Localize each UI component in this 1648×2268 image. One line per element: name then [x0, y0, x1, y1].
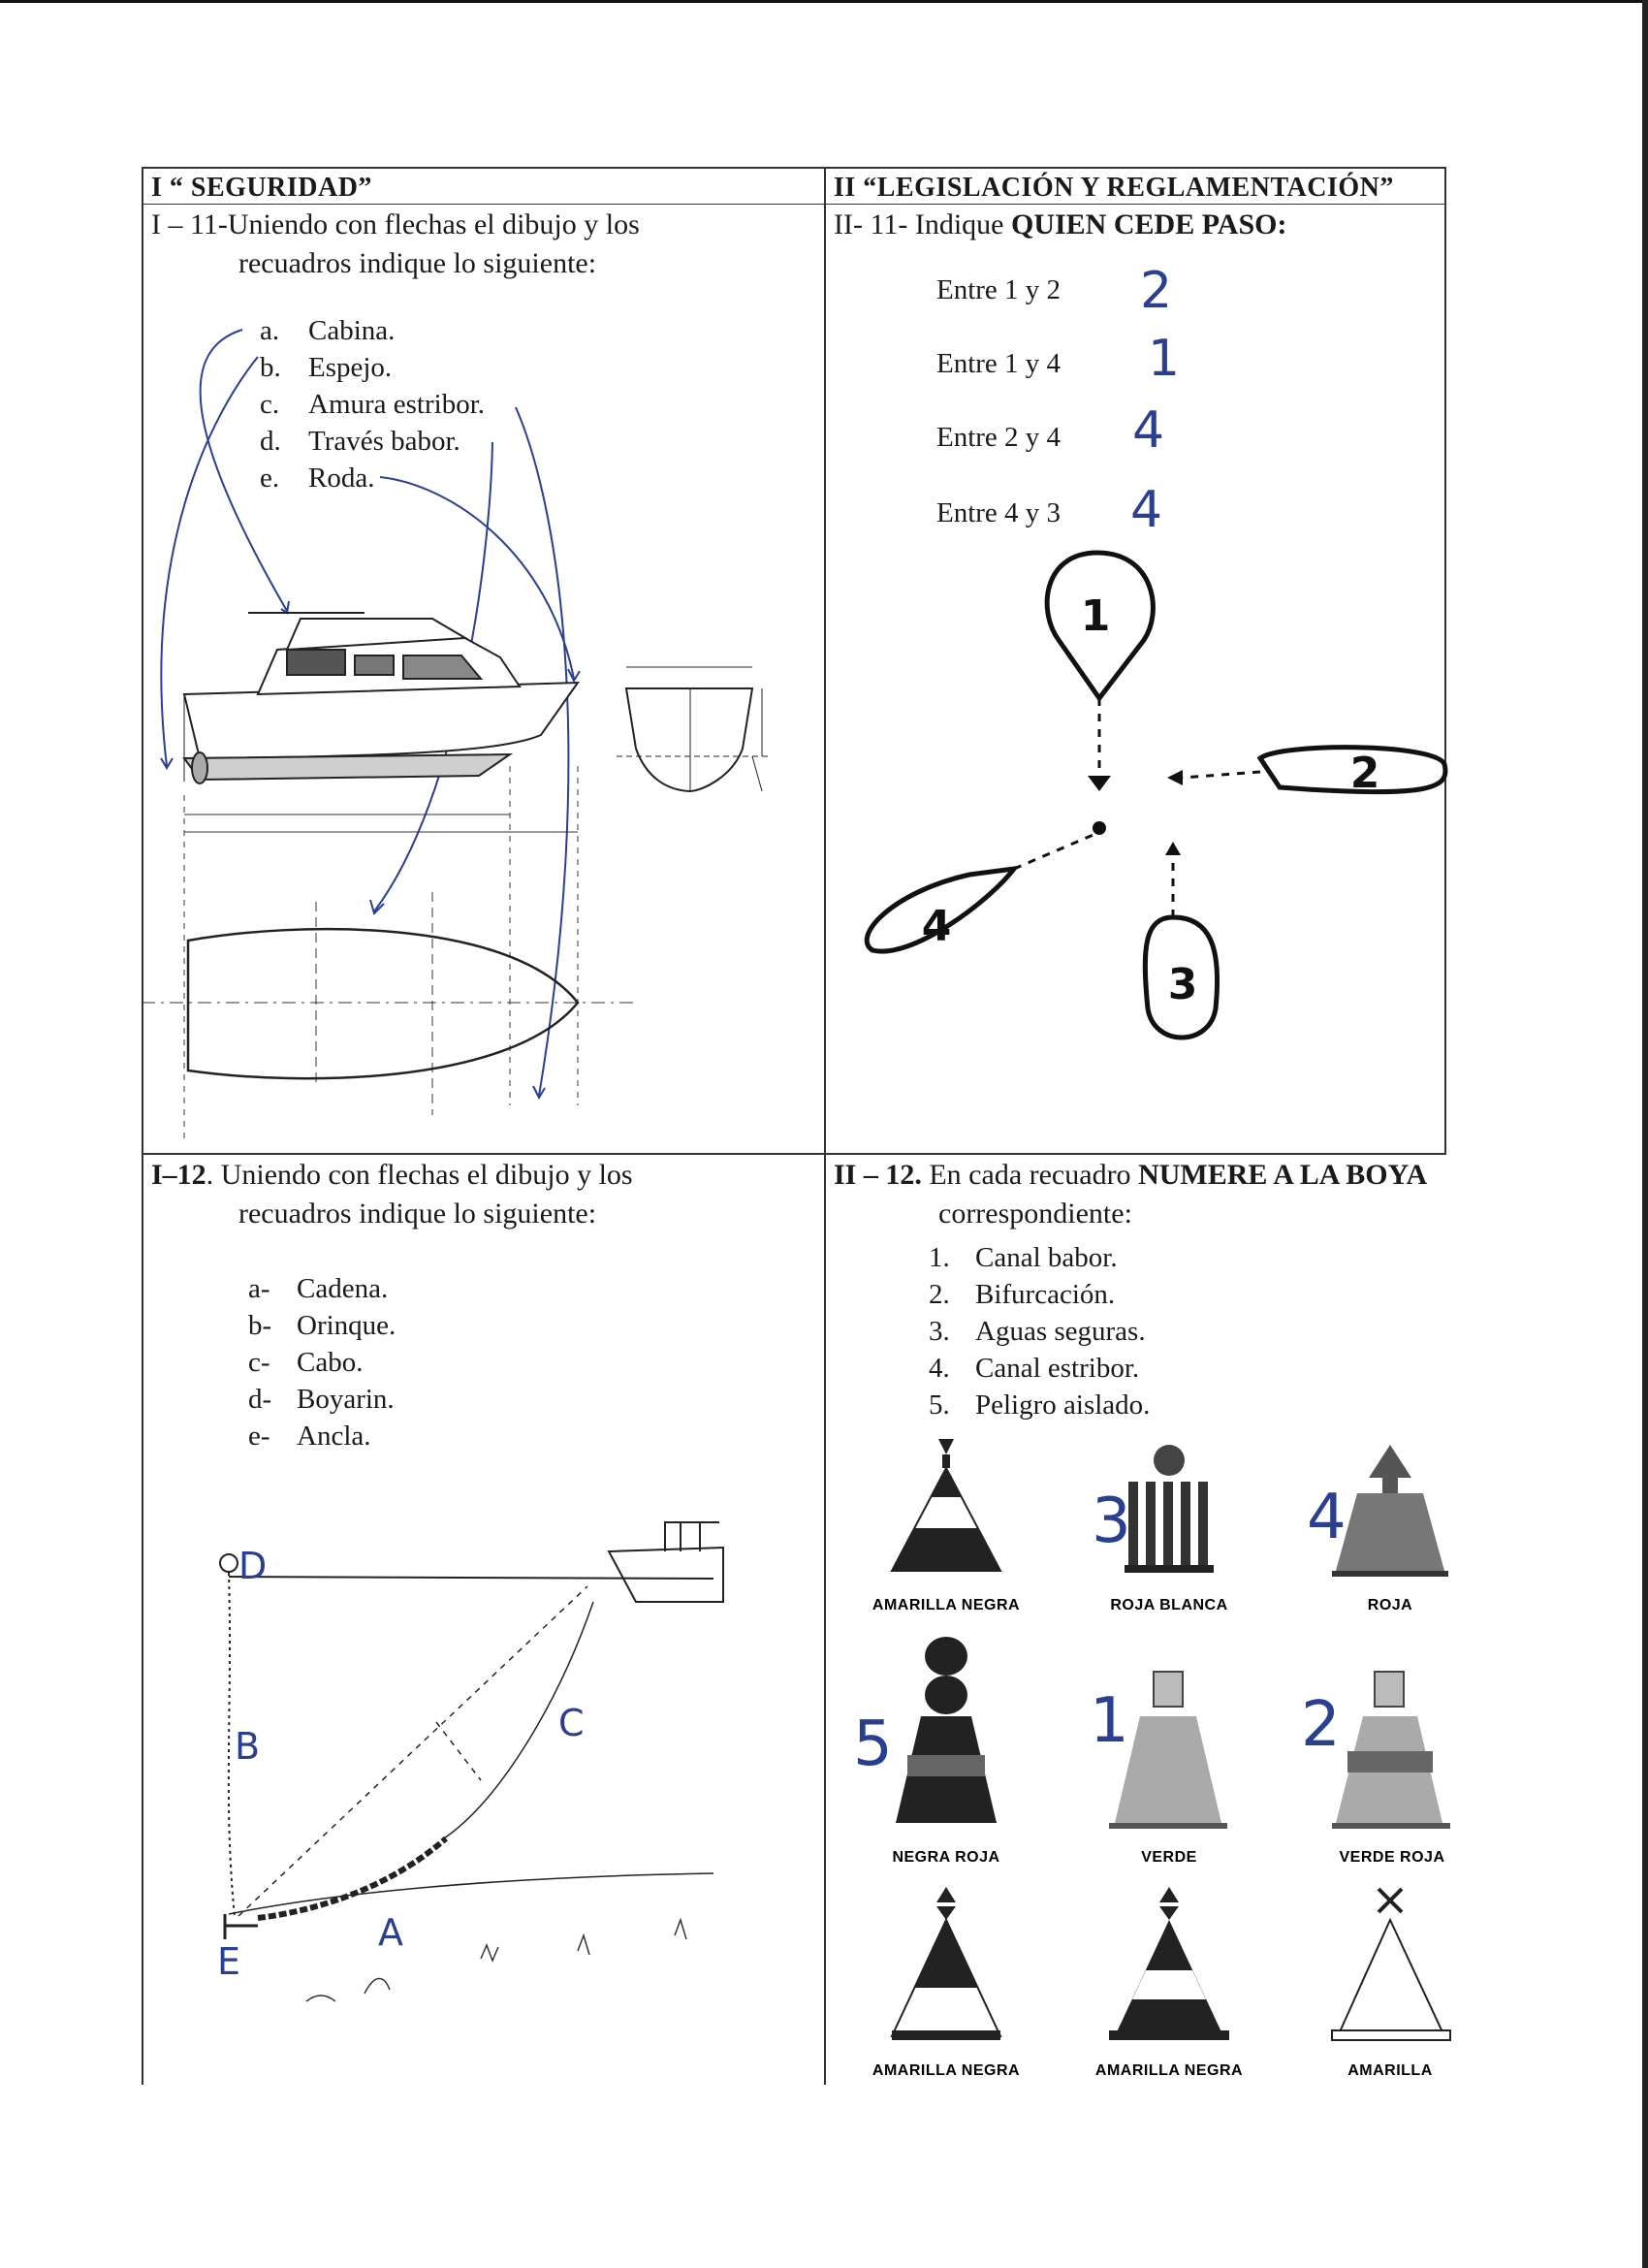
q1-12-item-a: Cadena.	[297, 1273, 389, 1304]
boat-3-number: 3	[1167, 960, 1198, 1009]
buoy-6-label: VERDE ROJA	[1339, 1849, 1445, 1866]
q1-11-line2: recuadros indique lo siguiente:	[238, 247, 597, 279]
buoy-8-label: AMARILLA NEGRA	[1094, 2062, 1244, 2079]
column-divider	[824, 167, 826, 2085]
buoy-7	[872, 1887, 1020, 2079]
q2-12-item-2: Bifurcación.	[975, 1279, 1116, 1310]
buoy-1-label: AMARILLA NEGRA	[872, 1597, 1021, 1613]
q2-12-num-2: 2.	[929, 1279, 950, 1310]
buoy-1	[872, 1439, 1020, 1613]
buoy-4-label: NEGRA ROJA	[892, 1849, 1000, 1866]
q2-12-num-4: 4.	[929, 1353, 950, 1384]
buoy-6	[1332, 1672, 1450, 1866]
sketch-letter-d: D	[238, 1545, 268, 1587]
depth-line	[436, 1722, 481, 1780]
q1-12-item-c: Cabo.	[297, 1347, 364, 1378]
buoy-4-answer: 5	[853, 1709, 893, 1780]
q1-12-letter-b: b-	[248, 1310, 272, 1341]
q1-11-letter-a: a.	[260, 315, 280, 346]
buoy-3	[1332, 1445, 1448, 1613]
q1-11-letter-c: c.	[260, 389, 280, 420]
q1-12-line1-text: . Uniendo con flechas el dibujo y los	[206, 1159, 633, 1191]
q2-12-item-5: Peligro aislado.	[975, 1390, 1151, 1421]
q2-12-item-3: Aguas seguras.	[975, 1316, 1146, 1347]
q1-12-letter-d: d-	[248, 1384, 272, 1415]
course-arrowheads	[1088, 770, 1183, 855]
q2-12-line1	[834, 1156, 1427, 1195]
q2-12-item-4: Canal estribor.	[975, 1353, 1140, 1384]
anchoring-lines	[220, 1522, 723, 1939]
row-divider	[142, 1153, 1446, 1155]
q2-11-row-2-answer: 1	[1148, 330, 1181, 388]
buoy-9-label: AMARILLA	[1347, 2062, 1433, 2079]
q1-12-letter-c: c-	[248, 1347, 270, 1378]
sketch-letter-c: C	[558, 1702, 585, 1744]
q2-11-row-4-answer: 4	[1130, 481, 1163, 539]
boat-diagram	[142, 310, 684, 1144]
q1-11-item-d: Través babor.	[308, 426, 460, 457]
q1-12-line1	[151, 1156, 633, 1195]
boat-hull-sketch	[609, 1548, 723, 1602]
q1-12-line2: recuadros indique lo siguiente:	[238, 1198, 597, 1230]
q1-11-item-c: Amura estribor.	[308, 389, 486, 420]
chain-line	[258, 1838, 446, 1918]
anchoring-diagram	[190, 1509, 733, 2032]
q2-12-num-3: 3.	[929, 1316, 950, 1347]
q2-11-title	[834, 206, 1286, 244]
boat-side-view	[184, 613, 578, 783]
boat-2-number: 2	[1349, 749, 1380, 798]
buoy-2-label: ROJA BLANCA	[1110, 1597, 1228, 1613]
header-legislacion: II “LEGISLACIÓN Y REGLAMENTACIÓN”	[834, 173, 1394, 203]
q1-12-item-b: Orinque.	[297, 1310, 396, 1341]
sketch-letter-e: E	[217, 1940, 241, 1983]
page-top-edge	[0, 0, 1648, 3]
anchor-shape	[225, 1914, 258, 1939]
sketch-letter-a: A	[378, 1911, 403, 1954]
buoy-3-label: ROJA	[1367, 1597, 1413, 1613]
q2-12-number: II – 12.	[834, 1159, 922, 1191]
table-top-border	[142, 167, 1446, 169]
buoy-5-label: VERDE	[1141, 1849, 1197, 1866]
buoy-6-answer: 2	[1301, 1689, 1341, 1761]
q1-11-item-a: Cabina.	[308, 315, 396, 346]
q1-11-item-e: Roda.	[308, 463, 375, 494]
q1-12-item-d: Boyarin.	[297, 1384, 395, 1415]
boyarin-float	[220, 1554, 238, 1572]
buoy-5-answer: 1	[1090, 1685, 1129, 1757]
q1-12-number: I–12	[151, 1159, 206, 1191]
q2-11-row-4-label: Entre 4 y 3	[936, 497, 1062, 528]
q2-12-item-1: Canal babor.	[975, 1242, 1118, 1273]
header-divider	[142, 204, 1446, 205]
boat-top-view	[188, 929, 578, 1078]
crossing-boats-diagram	[853, 553, 1454, 1076]
q1-11-letter-d: d.	[260, 426, 281, 457]
seabed-vegetation	[306, 1920, 686, 2001]
buoy-7-label: AMARILLA NEGRA	[872, 2062, 1021, 2079]
buoy-8	[1095, 1887, 1243, 2079]
q2-12-num-1: 1.	[929, 1242, 950, 1273]
q2-11-row-3-label: Entre 2 y 4	[936, 422, 1062, 453]
buoy-2-answer: 3	[1092, 1485, 1131, 1557]
q1-11-letter-b: b.	[260, 352, 281, 383]
q1-12-letter-e: e-	[248, 1421, 270, 1452]
sketch-letter-b: B	[235, 1725, 261, 1768]
q1-11-line1: I – 11-Uniendo con flechas el dibujo y los	[151, 208, 640, 240]
q2-11-bold: QUIEN CEDE PASO:	[1011, 208, 1287, 240]
boat-1-number: 1	[1080, 591, 1111, 641]
q2-11-row-3-answer: 4	[1132, 401, 1165, 460]
q2-12-line2: correspondiente:	[938, 1198, 1132, 1230]
q2-11-prefix: II- 11- Indique	[834, 208, 1011, 240]
q2-11-row-2-label: Entre 1 y 4	[936, 348, 1062, 379]
header-seguridad: I “ SEGURIDAD”	[151, 173, 372, 203]
dimension-lines	[142, 766, 636, 1144]
q2-11-row-1-label: Entre 1 y 2	[936, 274, 1062, 305]
buoy-9	[1332, 1889, 1450, 2079]
buoy-4	[892, 1637, 999, 1866]
q2-12-text: En cada recuadro	[921, 1159, 1139, 1191]
q1-11-item-b: Espejo.	[308, 352, 393, 383]
boat-4-number: 4	[921, 902, 952, 951]
buoy-grid	[853, 1435, 1454, 2094]
q2-11-row-1-answer: 2	[1140, 262, 1173, 320]
sea-surface-line	[229, 1577, 713, 1579]
buoy-3-answer: 4	[1307, 1482, 1347, 1553]
q1-11-letter-e: e.	[260, 463, 280, 494]
q2-12-bold: NUMERE A LA BOYA	[1138, 1159, 1428, 1191]
q1-12-letter-a: a-	[248, 1273, 270, 1304]
q1-12-item-e: Ancla.	[297, 1421, 371, 1452]
course-lines	[1014, 698, 1260, 917]
page-right-edge	[1642, 0, 1648, 2268]
q2-12-num-5: 5.	[929, 1390, 950, 1421]
